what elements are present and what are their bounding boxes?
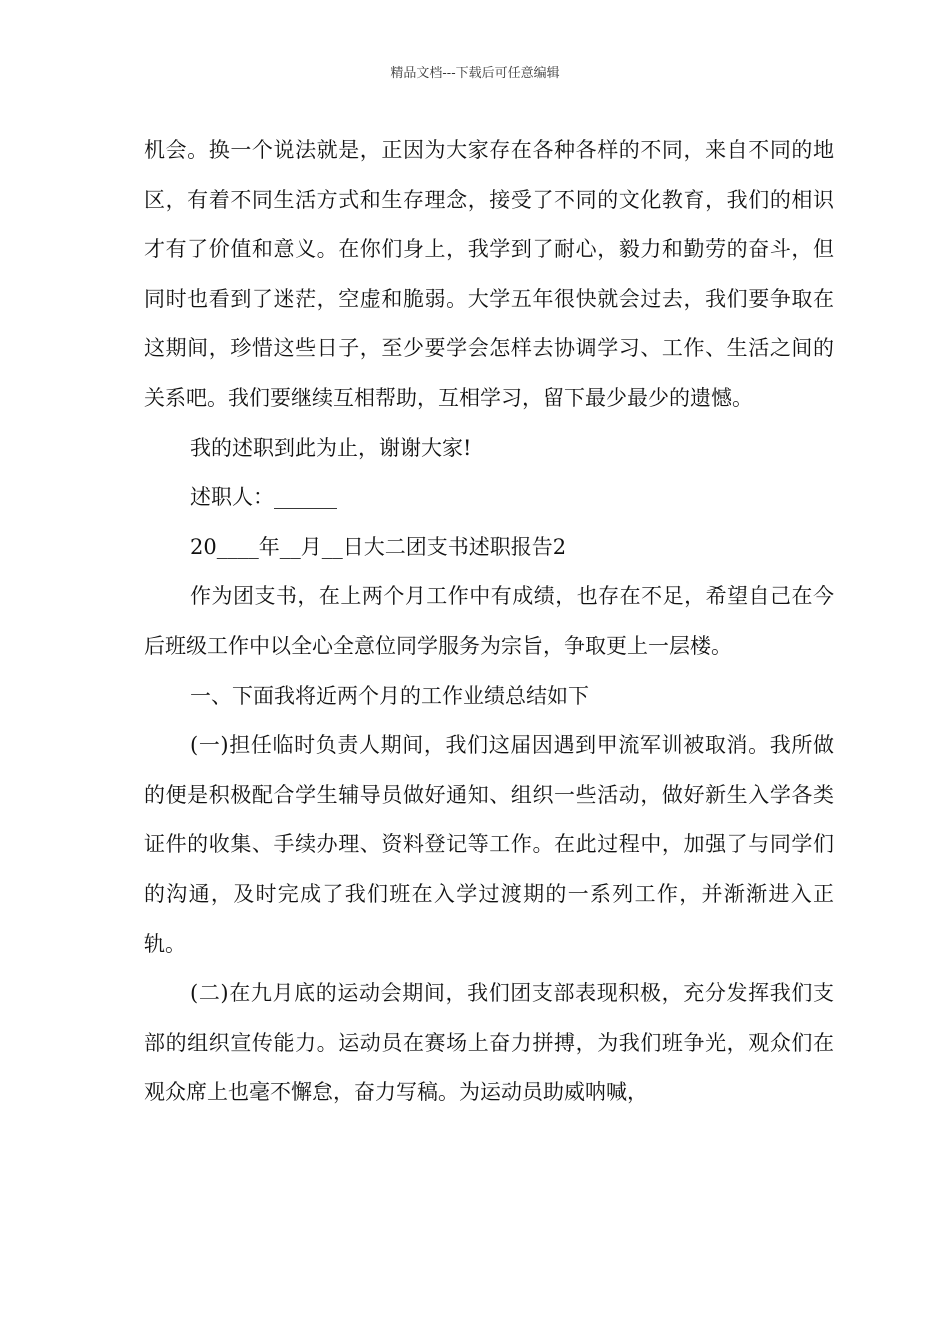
paragraph-report-title: 20____年__月__日大二团支书述职报告2 <box>190 534 567 559</box>
paragraph-intro: 作为团支书，在上两个月工作中有成绩，也存在不足，希望自己在今后班级工作中以全心全意位同学服务为宗旨，争取更上一层楼。 <box>144 584 834 658</box>
paragraph-section-heading: 一、下面我将近两个月的工作业绩总结如下 <box>190 683 589 708</box>
paragraph-closing-thanks: 我的述职到此为止，谢谢大家! <box>190 435 472 460</box>
paragraph-continuation: 机会。换一个说法就是，正因为大家存在各种各样的不同，来自不同的地区，有着不同生活方式和生存理念，接受了不同的文化教育，我们的相识才有了价值和意义。在你们身上，我学到了耐心，毅力和勤劳的奋斗，但同时也看到了迷茫，空虚和脆弱。大学五年很快就会过去，我们要争取在这期间，珍惜这些日子，至少要学会怎样去协调学习、工作、生活之间的关系吧。我们要继续互相帮助，互相学习，留下最少最少的遗憾。 <box>144 138 834 410</box>
page-header: 精品文档---下载后可任意编辑 <box>390 66 560 81</box>
paragraph-item-two: (二)在九月底的运动会期间，我们团支部表现积极，充分发挥我们支部的组织宣传能力。运动员在赛场上奋力拼搏，为我们班争光，观众们在观众席上也毫不懈怠，奋力写稿。为运动员助威呐喊， <box>144 981 834 1105</box>
paragraph-signature: 述职人：______ <box>190 485 337 510</box>
document-body <box>144 126 834 1118</box>
paragraph-item-one: (一)担任临时负责人期间，我们这届因遇到甲流军训被取消。我所做的便是积极配合学生辅导员做好通知、组织一些活动，做好新生入学各类证件的收集、手续办理、资料登记等工作。在此过程中，加强了与同学们的沟通，及时完成了我们班在入学过渡期的一系列工作，并渐渐进入正轨。 <box>144 733 834 956</box>
